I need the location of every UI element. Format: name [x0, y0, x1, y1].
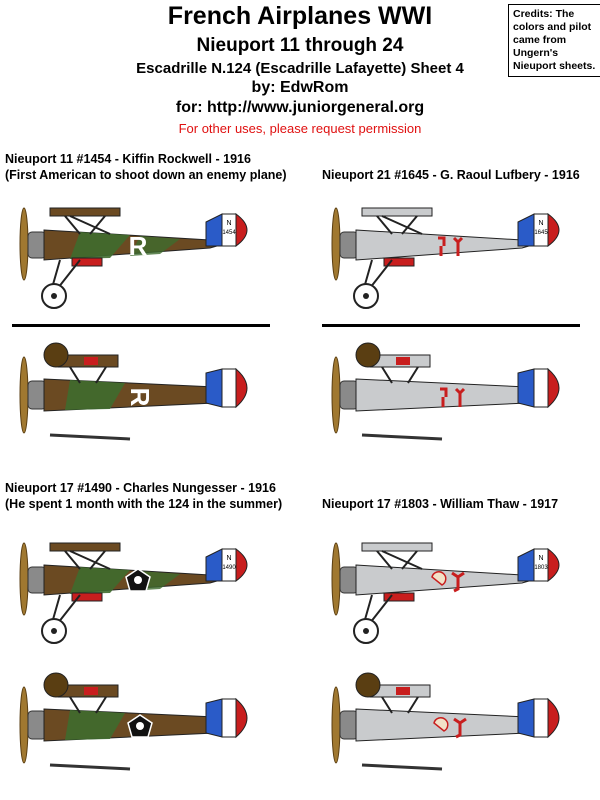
- wheel-hub: [51, 628, 57, 634]
- permission-notice: For other uses, please request permission: [178, 121, 422, 136]
- rudder-blue: [518, 369, 534, 407]
- engine-cowling: [28, 711, 46, 739]
- plane-3-note: (He spent 1 month with the 124 in the summer): [5, 497, 283, 511]
- rudder-blue: [206, 549, 222, 581]
- upper-wing: [362, 543, 432, 551]
- wheel-hub: [363, 293, 369, 299]
- plane-2-title: Nieuport 21 #1645 - G. Raoul Lufbery - 1916: [322, 168, 580, 182]
- rudder-red: [236, 214, 247, 246]
- serial-number: 1454: [222, 230, 236, 236]
- rudder-blue: [206, 369, 222, 407]
- propeller: [20, 543, 28, 615]
- page-title: French Airplanes WWI: [167, 2, 433, 30]
- propeller: [20, 357, 28, 433]
- divider: [322, 324, 580, 327]
- marking-skull: [136, 722, 144, 730]
- rudder-white: [222, 369, 236, 407]
- propeller: [20, 687, 28, 763]
- wing-roundel: [396, 687, 410, 695]
- wheel: [44, 673, 68, 697]
- plane-3-top-view: [10, 665, 280, 790]
- plane-1-top-view: [10, 335, 280, 460]
- upper-wing: [362, 208, 432, 216]
- engine-cowling: [340, 381, 358, 409]
- lower-wing: [50, 435, 130, 439]
- engine-cowling: [340, 232, 358, 258]
- serial-letter: N: [226, 220, 232, 227]
- propeller: [332, 543, 340, 615]
- wheel-hub: [363, 628, 369, 634]
- website-label: for: http://www.juniorgeneral.org: [175, 99, 425, 116]
- rudder-red: [548, 699, 559, 737]
- rudder-blue: [518, 549, 534, 581]
- engine-cowling: [28, 567, 46, 593]
- engine-cowling: [28, 232, 46, 258]
- propeller: [332, 687, 340, 763]
- credits-box: Credits: The colors and pilot came from Ungern's Nieuport sheets.: [508, 4, 600, 77]
- wing-roundel: [84, 687, 98, 695]
- wheel: [356, 673, 380, 697]
- serial-letter: N: [538, 220, 544, 227]
- rudder-white: [534, 369, 548, 407]
- engine-cowling: [340, 567, 358, 593]
- serial-letter: N: [538, 555, 544, 562]
- rudder-red: [236, 549, 247, 581]
- plane-3-side-view: [10, 527, 280, 652]
- upper-wing: [50, 543, 120, 551]
- upper-wing: [50, 208, 120, 216]
- plane-4-caption: [322, 496, 558, 512]
- marking-letter: R: [128, 231, 148, 261]
- engine-cowling: [340, 711, 358, 739]
- fuselage: [356, 230, 536, 260]
- plane-1-note: (First American to shoot down an enemy plane): [5, 168, 287, 182]
- wing-roundel: [396, 357, 410, 365]
- plane-1-side-view: [10, 192, 280, 317]
- rudder-blue: [206, 214, 222, 246]
- wheel: [356, 343, 380, 367]
- wing-roundel: [84, 357, 98, 365]
- rudder-blue: [518, 699, 534, 737]
- serial-number: 1803: [534, 565, 548, 571]
- serial-letter: N: [226, 555, 232, 562]
- plane-3-title: Nieuport 17 #1490 - Charles Nungesser - 1916: [5, 481, 276, 495]
- serial-number: 1645: [534, 230, 548, 236]
- rudder-white: [222, 699, 236, 737]
- lower-wing: [362, 435, 442, 439]
- plane-3-caption: [5, 480, 282, 512]
- propeller: [20, 208, 28, 280]
- wheel: [44, 343, 68, 367]
- plane-2-top-view: [322, 335, 592, 460]
- propeller: [332, 357, 340, 433]
- lower-wing: [50, 765, 130, 769]
- sheet-label: Escadrille N.124 (Escadrille Lafayette) Sheet 4: [136, 60, 464, 77]
- rudder-blue: [518, 214, 534, 246]
- author-label: by: EdwRom: [251, 79, 349, 96]
- page-subtitle: Nieuport 11 through 24: [196, 35, 404, 56]
- plane-1-caption: [5, 151, 287, 183]
- lower-wing: [362, 765, 442, 769]
- wheel-hub: [51, 293, 57, 299]
- plane-2-side-view: [322, 192, 592, 317]
- serial-number: 1490: [222, 565, 236, 571]
- rudder-red: [236, 369, 247, 407]
- rudder-white: [534, 699, 548, 737]
- rudder-red: [548, 549, 559, 581]
- plane-4-top-view: [322, 665, 592, 790]
- plane-4-side-view: [322, 527, 592, 652]
- divider: [12, 324, 270, 327]
- rudder-blue: [206, 699, 222, 737]
- plane-4-title: Nieuport 17 #1803 - William Thaw - 1917: [322, 497, 559, 511]
- plane-1-title: Nieuport 11 #1454 - Kiffin Rockwell - 1916: [5, 152, 251, 166]
- marking-skull: [134, 576, 142, 584]
- rudder-red: [236, 699, 247, 737]
- propeller: [332, 208, 340, 280]
- marking-letter: R: [125, 387, 155, 407]
- plane-2-caption: [322, 167, 580, 183]
- engine-cowling: [28, 381, 46, 409]
- rudder-red: [548, 214, 559, 246]
- rudder-red: [548, 369, 559, 407]
